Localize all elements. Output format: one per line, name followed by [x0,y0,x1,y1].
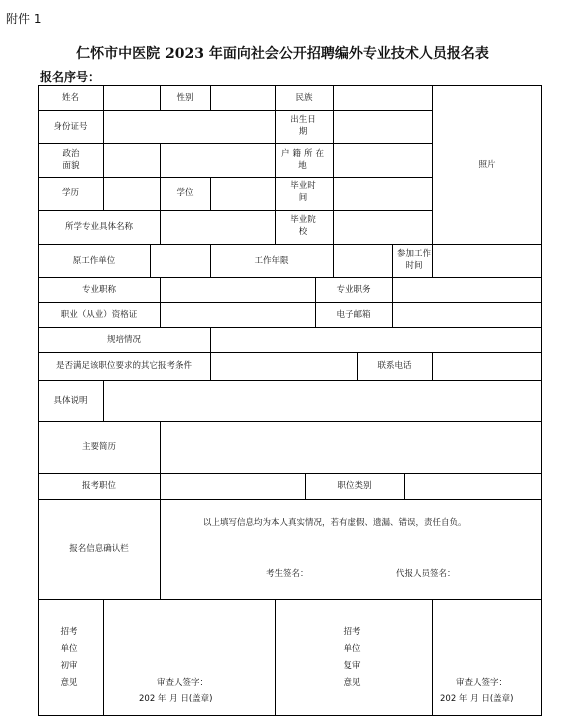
details-label: 具体说明 [53,396,88,406]
first-review-label: 招考单位初审意见 [60,627,78,688]
professional-title-label: 专业职称 [81,285,116,295]
photo-label: 照片 [478,160,496,170]
first-review-date: 202 年 月 日(盖章) [139,694,213,704]
work-start-label: 参加工作时间 [396,249,431,271]
post-category-label: 职位类别 [337,481,372,491]
training-label: 规培情况 [106,335,141,345]
ethnicity-label: 民族 [295,93,313,103]
id-number-label: 身份证号 [53,122,88,132]
attachment-label: 附件 1 [6,12,42,26]
second-review-date: 202 年 月 日(盖章) [440,694,514,704]
birth-date-label: 出生日期 [290,115,316,137]
other-conditions-label: 是否满足该职位要求的其它报考条件 [55,361,192,371]
graduation-time-label: 毕业时间 [290,181,316,203]
second-review-label: 招考单位复审意见 [343,627,361,688]
gender-label: 性别 [176,93,194,103]
household-label: 户籍所在地 [280,149,327,171]
registration-number-label: 报名序号： [40,70,101,84]
apply-post-label: 报考职位 [81,481,116,491]
degree-label: 学位 [176,188,194,198]
name-label: 姓名 [61,93,79,103]
qualification-label: 职业（从业）资格证 [60,310,138,320]
former-unit-label: 原工作单位 [72,256,116,266]
work-years-label: 工作年限 [254,256,289,266]
page-title: 仁怀市中医院 2023 年面向社会公开招聘编外专业技术人员报名表 [76,46,489,62]
political-status-label: 政治面貌 [62,149,80,171]
confirmation-label: 报名信息确认栏 [69,544,129,554]
proxy-signature-label: 代报人员签名： [396,569,456,579]
education-label: 学历 [61,188,79,198]
declaration-text: 以上填写信息均为本人真实情况，若有虚假、遗漏、错误，责任自负。 [203,518,467,528]
school-label: 毕业院校 [290,215,316,237]
first-reviewer-signature: 审查人签字： [157,678,209,688]
major-label: 所学专业具体名称 [64,222,133,232]
candidate-signature-label: 考生签名： [266,569,309,579]
phone-label: 联系电话 [377,361,412,371]
resume-label: 主要简历 [81,442,116,452]
professional-post-label: 专业职务 [336,285,371,295]
email-label: 电子邮箱 [336,310,371,320]
second-reviewer-signature: 审查人签字： [456,678,508,688]
